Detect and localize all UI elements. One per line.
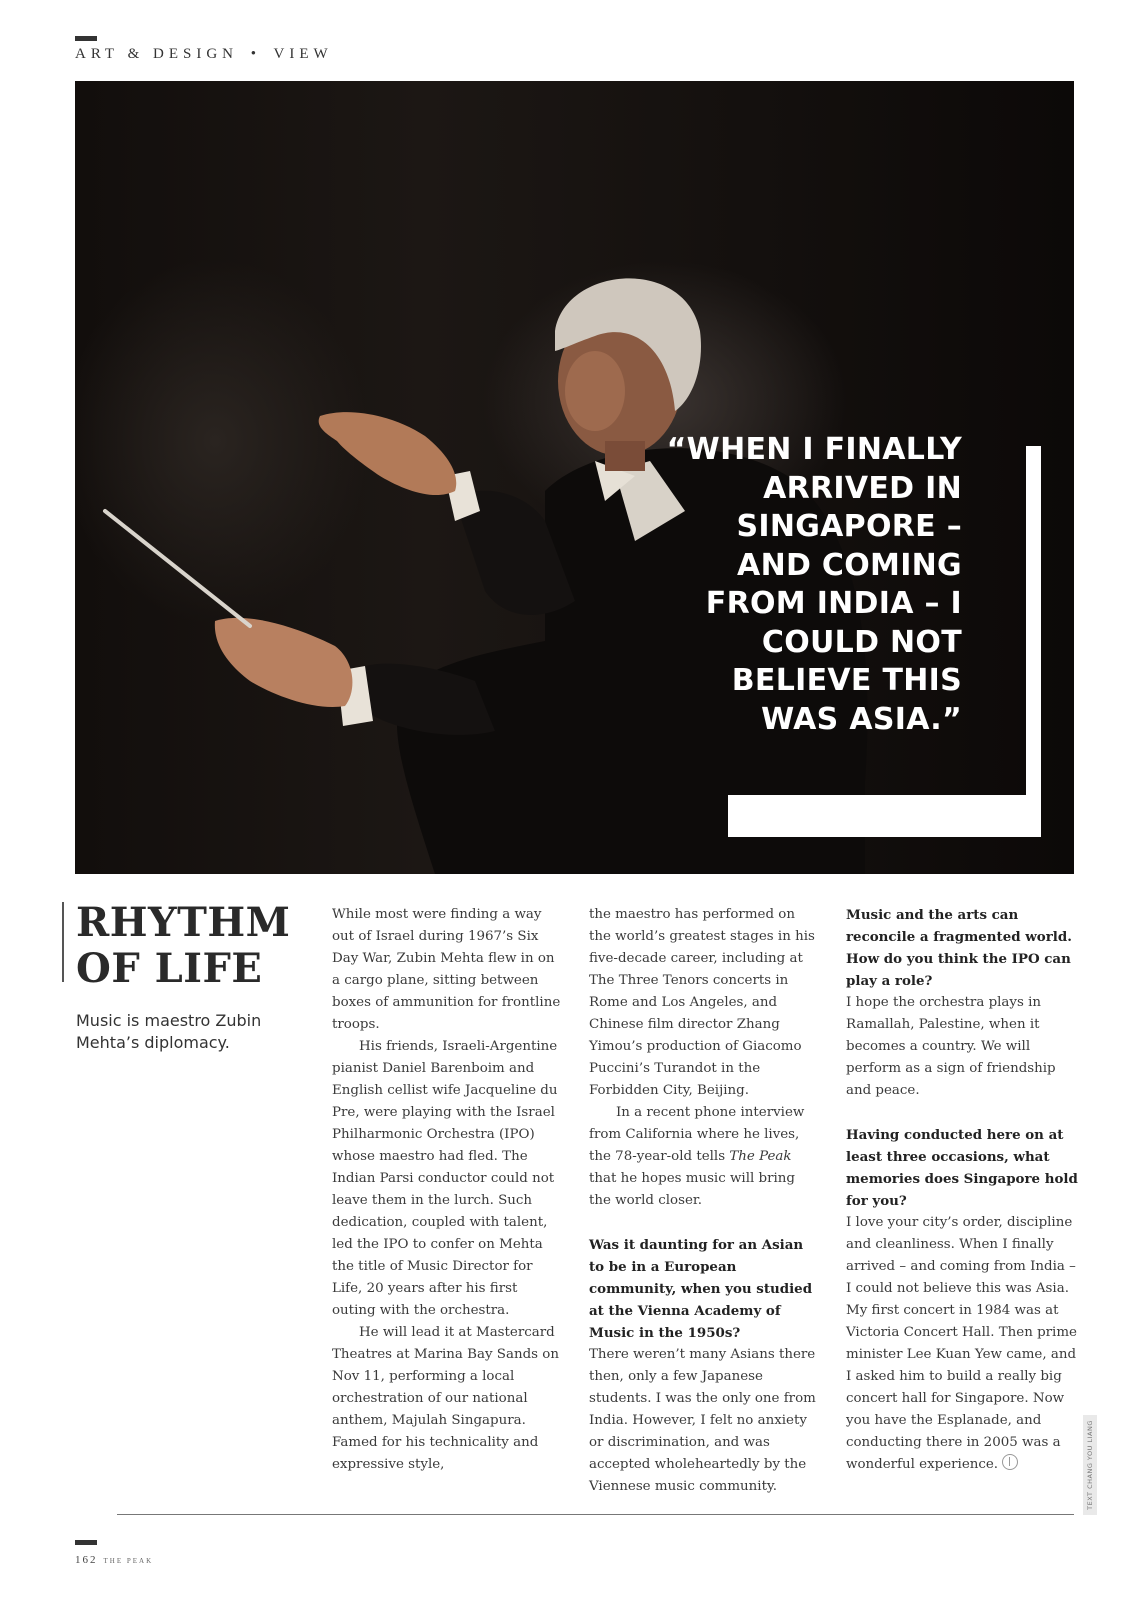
pull-quote: “WHEN I FINALLY ARRIVED IN SINGAPORE – AND COMING FROM INDIA – I COULD NOT BELIEVE THIS WAS ASIA.”: [666, 432, 962, 737]
interview-answer: I hope the orchestra plays in Ramallah, Palestine, when it becomes a country. We will perform as a sign of friendship and peace.: [846, 995, 1056, 1098]
section-label: [75, 46, 333, 63]
end-mark-icon: [1002, 1454, 1018, 1470]
hero-photo: [75, 81, 1074, 874]
header-rule-mark: [75, 36, 97, 41]
paragraph: He will lead it at Mastercard Theatres at Marina Bay Sands on Nov 11, performing a local orchestration of our national anthem, Majulah Singapura. Famed for his technicality and expressive style,: [332, 1325, 559, 1472]
article-deck: Music is maestro Zubin Mehta’s diplomacy.: [76, 1011, 262, 1052]
photo-credit: [1083, 1415, 1097, 1515]
footer-rule-mark: [75, 1540, 97, 1545]
magazine-name: THE PEAK: [103, 1557, 154, 1565]
interview-answer: [846, 1212, 1078, 1476]
subsection-name: VIEW: [273, 46, 333, 62]
paragraph-text: that he hopes music will bring the world closer.: [589, 1171, 795, 1208]
interview-question: Was it daunting for an Asian to be in a European community, when you studied at the Vienna Academy of Music in the 1950s?: [589, 1237, 813, 1341]
page-number: 162: [75, 1554, 98, 1566]
article-column-3: [846, 904, 1078, 1476]
paragraph-text: In a recent phone interview from California where he lives, the 78-year-old tells: [589, 1105, 805, 1164]
magazine-name-italic: The Peak: [729, 1149, 792, 1164]
article-column-2: [589, 904, 821, 1498]
title-rule: [62, 902, 64, 982]
answer-text: I love your city’s order, discipline and cleanliness. When I finally arrived – and coming from India – I could not believe this was Asia. My first concert in 1984 was at Victoria Concert Hall. Then prime minister Lee Kuan Yew came, and I asked him to build a really big concert hall for Singapore. Now you have the Esplanade, and conducting there in 2005 was a wonderful experience.: [846, 1215, 1077, 1472]
paragraph: the maestro has performed on the world’s greatest stages in his five-decade career, including at The Three Tenors concerts in Rome and Los Angeles, and Chinese film director Zhang Yimou’s production of Giacomo Puccini’s Turandot in the Forbidden City, Beijing.: [589, 907, 815, 1098]
section-name: ART & DESIGN: [75, 46, 238, 62]
paragraph: [589, 1102, 821, 1212]
section-separator: •: [250, 46, 262, 62]
interview-question: Music and the arts can reconcile a fragmented world. How do you think the IPO can play a role?: [846, 907, 1072, 989]
paragraph: His friends, Israeli-Argentine pianist Daniel Barenboim and English cellist wife Jacqueline du Pre, were playing with the Israel Philharmonic Orchestra (IPO) whose maestro had fled. The Indian Parsi conductor could not leave them in the lurch. Such dedication, coupled with talent, led the IPO to confer on Mehta the title of Music Director for Life, 20 years after his first outing with the orchestra.: [332, 1039, 558, 1318]
folio: [75, 1554, 153, 1566]
interview-question: Having conducted here on at least three occasions, what memories does Singapore hold for you?: [846, 1127, 1078, 1209]
article-title: RHYTHM OF LIFE: [76, 899, 291, 992]
interview-answer: There weren’t many Asians there then, only a few Japanese students. I was the only one from India. However, I felt no anxiety or discrimination, and was accepted wholeheartedly by the Viennese music community.: [589, 1347, 816, 1494]
article-column-1: [332, 904, 564, 1476]
credit-text: TEXT CHANG YOU LIANG: [1086, 1420, 1094, 1510]
footer-rule: [117, 1514, 1074, 1515]
paragraph: While most were finding a way out of Israel during 1967’s Six Day War, Zubin Mehta flew in on a cargo plane, sitting between boxes of ammunition for frontline troops.: [332, 907, 561, 1032]
